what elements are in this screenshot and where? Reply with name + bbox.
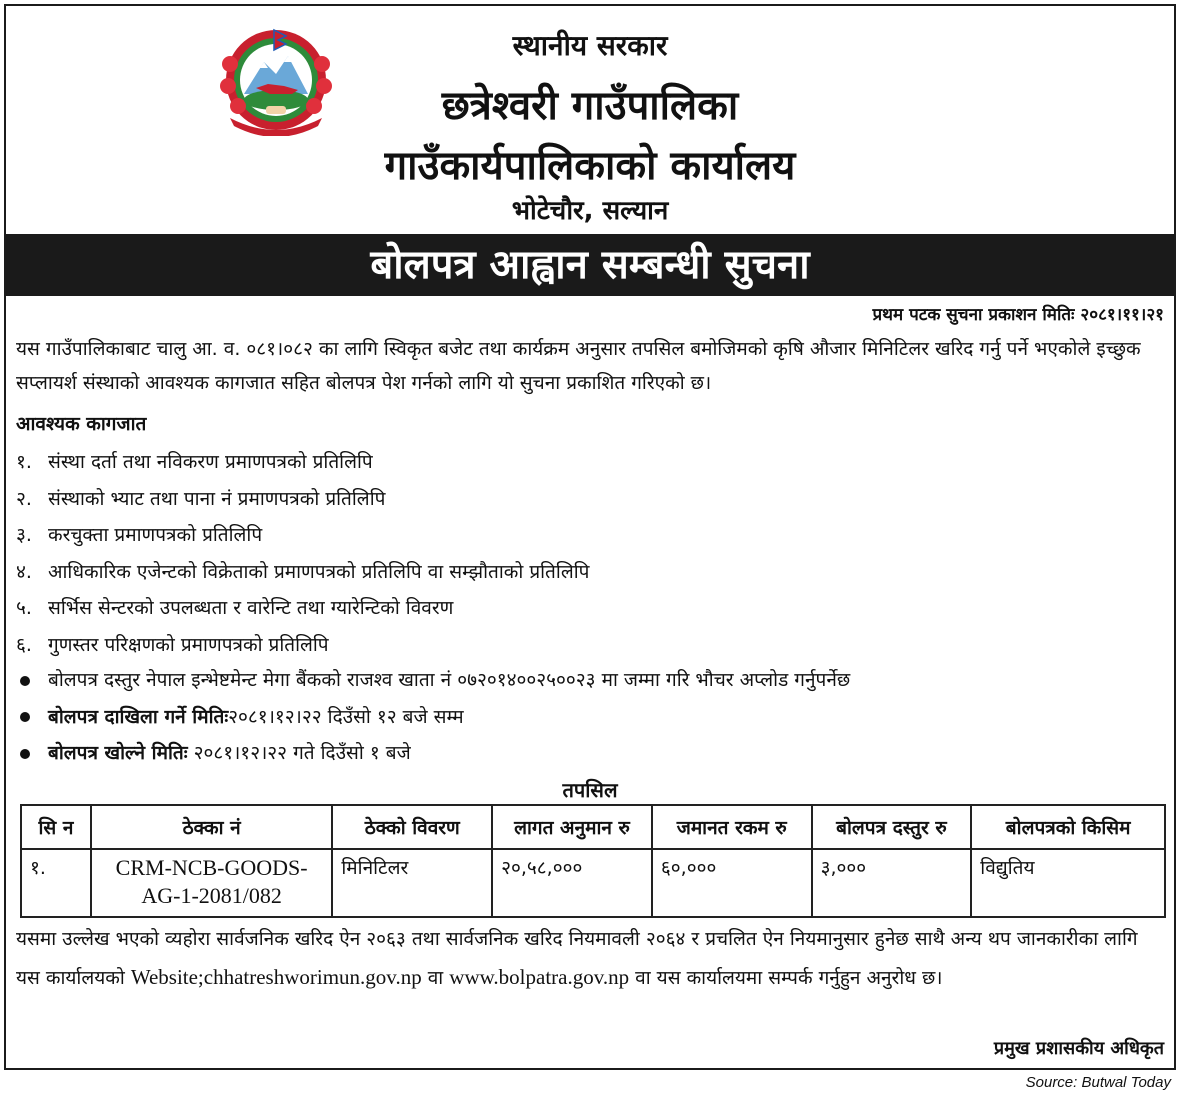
column-header: ठेक्को विवरण (332, 805, 492, 849)
bid-opening-item (16, 735, 850, 772)
table-header-row (21, 805, 1165, 849)
list-item-number: ३. (16, 524, 32, 546)
list-item (16, 481, 589, 518)
source-credit: Source: Butwal Today (1025, 1074, 1171, 1091)
bid-submission-value: २०८१।१२।२२ दिउँसो १२ बजे सम्म (228, 705, 464, 728)
list-item (16, 554, 589, 591)
header (6, 6, 1174, 234)
cell-contract-number: CRM-NCB-GOODS-AG-1-2081/082 (91, 849, 333, 917)
bid-fee-item (16, 662, 850, 699)
list-item-number: २. (16, 487, 32, 510)
list-item (16, 444, 589, 481)
header-address: भोटेचौर, सल्यान (511, 196, 669, 226)
column-header: जमानत रकम रु (652, 805, 812, 849)
column-header: लागत अनुमान रु (492, 805, 652, 849)
column-header: ठेक्का नं (91, 805, 333, 849)
bid-opening-label: बोलपत्र खोल्ने मितिः (48, 742, 188, 764)
cell-bid-fee: ३,००० (812, 849, 972, 917)
table-title: तपसिल (562, 778, 618, 802)
publication-date: प्रथम पटक सुचना प्रकाशन मितिः २०८१।११।२१ (872, 305, 1164, 325)
tender-table (20, 804, 1166, 918)
bid-submission-label: बोलपत्र दाखिला गर्ने मितिः (48, 705, 229, 728)
list-item-text: संस्था दर्ता तथा नविकरण प्रमाणपत्रको प्रतिलिपि (48, 451, 373, 473)
list-item (16, 517, 589, 554)
list-item-number: ६. (16, 633, 32, 656)
documents-list (16, 444, 589, 663)
intro-paragraph: यस गाउँपालिकाबाट चालु आ. व. ०८१।०८२ का लागि स्विकृत बजेट तथा कार्यक्रम अनुसार तपसिल बमोजिमको कृषि औजार मिनिटिलर खरिद गर्नु पर्ने भएकोले इच्छुक सप्लायर्श संस्थाको आवश्यक कागजात सहित बोलपत्र पेश गर्नको लागि यो सुचना प्रकाशित गरिएको छ। (16, 338, 1141, 394)
cell-security-amount: ६०,००० (652, 849, 812, 917)
list-item-number: १. (16, 451, 32, 473)
list-item-number: ४. (16, 560, 32, 583)
bid-opening-value: २०८१।१२।२२ गते दिउँसो १ बजे (187, 742, 411, 764)
list-item-text: सर्भिस सेन्टरको उपलब्धता र वारेन्टि तथा ग्यारेन्टिको विवरण (48, 597, 454, 619)
notice-frame (4, 4, 1176, 1070)
bid-fee-text: बोलपत्र दस्तुर नेपाल इन्भेष्टमेन्ट मेगा बैंकको राजश्व खाता नं ०७२०१४००२५००२३ मा जम्मा गरि भौचर अप्लोड गर्नुपर्नेछ (48, 669, 851, 691)
list-item (16, 590, 589, 627)
list-item-text: गुणस्तर परिक्षणको प्रमाणपत्रको प्रतिलिपि (48, 633, 329, 656)
footer-paragraph (16, 920, 1164, 997)
header-local-government: स्थानीय सरकार (512, 29, 668, 62)
footer-text-part: यसमा उल्लेख भएको व्यहोरा सार्वजनिक खरिद ऐन २०६३ तथा सार्वजनिक खरिद नियमावली २०६४ र प्रचलित ऐन नियमानुसार हुनेछ साथै अन्य थप जानकारीका लागि यस कार्यालयको (16, 928, 1138, 989)
footer-text-part: वा (421, 967, 450, 989)
bullet-icon (20, 749, 30, 759)
bid-details-list (16, 662, 850, 772)
column-header: बोलपत्रको किसिम (971, 805, 1165, 849)
cell-description: मिनिटिलर (332, 849, 492, 917)
bullet-icon (20, 712, 30, 722)
list-item-text: करचुक्ता प्रमाणपत्रको प्रतिलिपि (48, 524, 263, 546)
header-office-name: गाउँकार्यपालिकाको कार्यालय (384, 143, 796, 189)
column-header: बोलपत्र दस्तुर रु (812, 805, 972, 849)
table-row (21, 849, 1165, 917)
website-link[interactable]: Website;chhatreshworimun.gov.np (130, 965, 422, 989)
list-item (16, 627, 589, 664)
cell-bid-type: विद्युतिय (971, 849, 1165, 917)
footer-text-part: वा यस कार्यालयमा सम्पर्क गर्नुहुन अनुरोध छ। (629, 967, 943, 989)
bolpatra-link[interactable]: www.bolpatra.gov.np (449, 965, 630, 989)
notice-title-banner: बोलपत्र आह्वान सम्बन्धी सुचना (6, 234, 1174, 296)
cell-cost-estimate: २०,५८,००० (492, 849, 652, 917)
list-item-text: संस्थाको भ्याट तथा पाना नं प्रमाणपत्रको प्रतिलिपि (48, 487, 386, 510)
column-header: सि न (21, 805, 91, 849)
signature-title: प्रमुख प्रशासकीय अधिकृत (993, 1038, 1164, 1059)
bid-submission-item (16, 699, 850, 736)
header-municipality-name: छत्रेश्वरी गाउँपालिका (441, 83, 739, 129)
list-item-text: आधिकारिक एजेन्टको विक्रेताको प्रमाणपत्रको प्रतिलिपि वा सम्झौताको प्रतिलिपि (48, 560, 590, 583)
documents-title: आवश्यक कागजात (16, 413, 147, 435)
list-item-number: ५. (16, 597, 32, 619)
cell-serial: १. (21, 849, 91, 917)
bullet-icon (20, 676, 30, 686)
